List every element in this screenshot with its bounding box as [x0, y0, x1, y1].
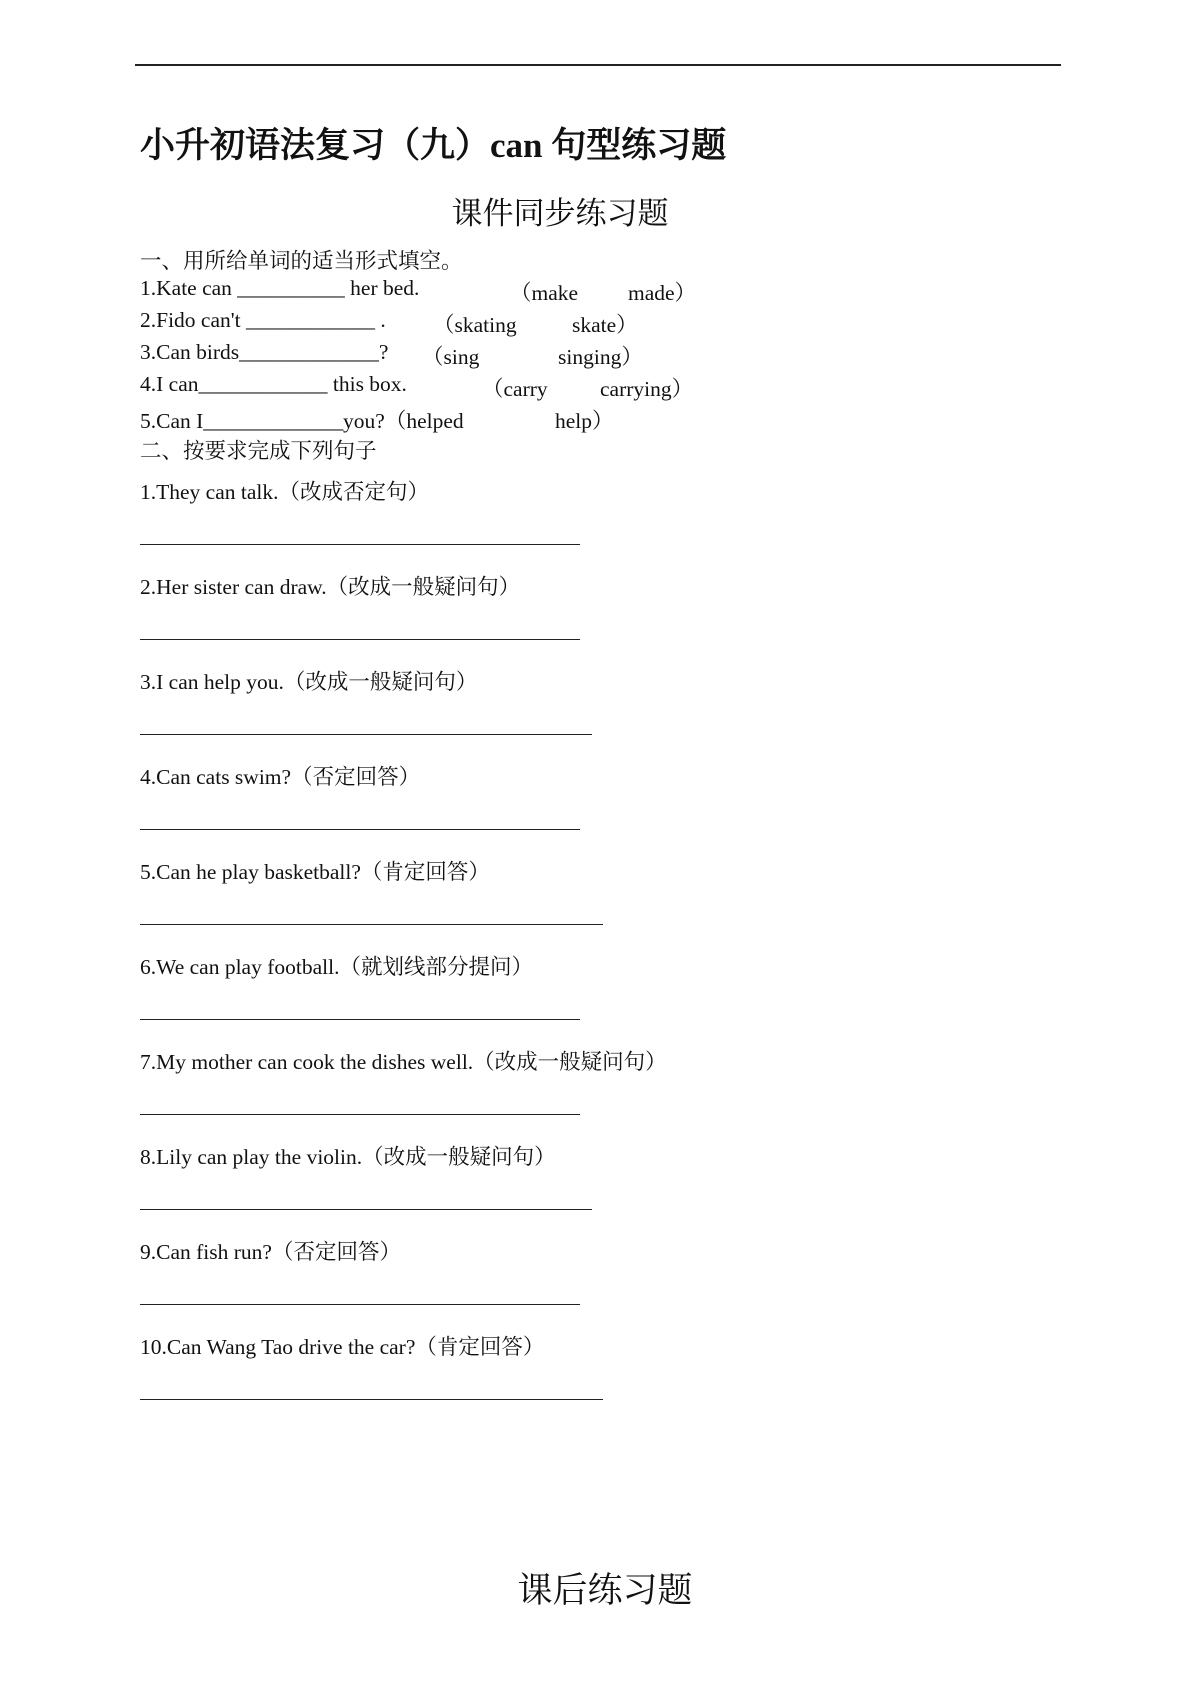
question-1: 1.They can talk.（改成否定句） [140, 480, 430, 504]
header-rule [135, 64, 1061, 66]
fill-item-option-2: help） [555, 409, 614, 433]
question-8: 8.Lily can play the violin.（改成一般疑问句） [140, 1145, 556, 1169]
answer-line-2[interactable] [140, 639, 580, 640]
fill-item-1 [140, 276, 697, 305]
fill-item-text: 3.Can birds_____________? [140, 340, 389, 364]
document-title: 小升初语法复习（九）can 句型练习题 [140, 126, 727, 165]
section-1-heading: 一、用所给单词的适当形式填空。 [140, 249, 463, 273]
fill-item-option-2: skate） [572, 313, 638, 337]
fill-item-text: 1.Kate can __________ her bed. [140, 276, 420, 300]
fill-item-text: 5.Can I_____________you?（helped [140, 409, 464, 433]
fill-item-option-1: （make [510, 281, 579, 305]
answer-line-8[interactable] [140, 1209, 592, 1210]
answer-line-1[interactable] [140, 544, 580, 545]
answer-line-9[interactable] [140, 1304, 580, 1305]
fill-item-option-1: （sing [422, 345, 480, 369]
fill-item-option-2: carrying） [600, 377, 694, 401]
fill-item-3 [140, 340, 643, 369]
answer-line-7[interactable] [140, 1114, 580, 1115]
fill-item-option-1: （carry [482, 377, 548, 401]
question-3: 3.I can help you.（改成一般疑问句） [140, 670, 478, 694]
fill-item-option-2: singing） [558, 345, 643, 369]
fill-item-option-1: （skating [433, 313, 517, 337]
fill-item-text: 4.I can____________ this box. [140, 372, 407, 396]
fill-item-4 [140, 372, 694, 401]
answer-line-6[interactable] [140, 1019, 580, 1020]
answer-line-4[interactable] [140, 829, 580, 830]
fill-item-text: 2.Fido can't ____________ . [140, 308, 386, 332]
footer-title: 课后练习题 [517, 1571, 693, 1610]
answer-line-10[interactable] [140, 1399, 603, 1400]
fill-item-2 [140, 308, 638, 337]
question-2: 2.Her sister can draw.（改成一般疑问句） [140, 575, 521, 599]
answer-line-3[interactable] [140, 734, 592, 735]
question-4: 4.Can cats swim?（否定回答） [140, 765, 421, 789]
question-7: 7.My mother can cook the dishes well.（改成一般疑问句） [140, 1050, 667, 1074]
answer-line-5[interactable] [140, 924, 603, 925]
question-5: 5.Can he play basketball?（肯定回答） [140, 860, 490, 884]
question-6: 6.We can play football.（就划线部分提问） [140, 955, 533, 979]
question-10: 10.Can Wang Tao drive the car?（肯定回答） [140, 1335, 545, 1359]
question-9: 9.Can fish run?（否定回答） [140, 1240, 401, 1264]
section-2-heading: 二、按要求完成下列句子 [140, 439, 377, 463]
document-subtitle: 课件同步练习题 [451, 196, 669, 231]
fill-item-5 [140, 404, 614, 435]
fill-item-option-2: made） [628, 281, 697, 305]
